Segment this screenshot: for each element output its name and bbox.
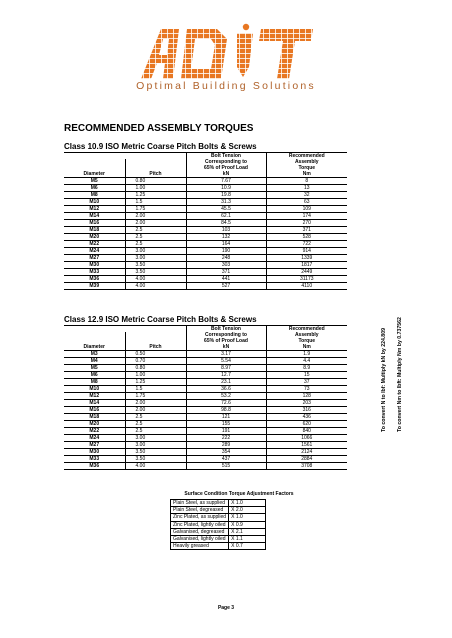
torque-cell: 1817	[266, 262, 347, 269]
table-row	[64, 213, 347, 220]
diameter-cell: M27	[64, 255, 125, 262]
table-heading-class-12-9: Class 12.9 ISO Metric Coarse Pitch Bolts & Screws	[64, 315, 257, 324]
table-row	[64, 435, 347, 442]
diameter-cell: M10	[64, 386, 125, 393]
pitch-cell: 3.00	[125, 248, 186, 255]
column-header-diameter: Diameter	[64, 171, 125, 178]
diameter-cell: M20	[64, 234, 125, 241]
tension-cell: 45.5	[186, 206, 266, 213]
conversion-note-nm: To convert Nm to lbft: Multiply Nm by 0.737562	[397, 317, 403, 432]
torque-cell: 1339	[266, 255, 347, 262]
diameter-cell: M3	[64, 351, 125, 358]
table-row	[64, 234, 347, 241]
diameter-cell: M5	[64, 178, 125, 185]
table-row	[64, 276, 347, 283]
surface-factor-row	[171, 536, 266, 543]
tension-cell: 31.3	[186, 199, 266, 206]
column-header-pitch: Pitch	[125, 344, 186, 351]
pitch-cell: 2.5	[125, 241, 186, 248]
diameter-cell: M27	[64, 442, 125, 449]
table-row	[64, 199, 347, 206]
table-row	[64, 178, 347, 185]
column-header-torque: Recommended	[266, 326, 347, 333]
diameter-cell: M8	[64, 192, 125, 199]
torque-cell: 203	[266, 400, 347, 407]
torque-cell: 316	[266, 407, 347, 414]
diameter-cell: M4	[64, 358, 125, 365]
surface-condition: Zinc Plated, as supplied	[171, 514, 229, 521]
torque-cell: 128	[266, 393, 347, 400]
tension-cell: 222	[186, 435, 266, 442]
table-row	[64, 220, 347, 227]
diameter-cell: M12	[64, 206, 125, 213]
tension-cell: 103	[186, 227, 266, 234]
column-header-nm: Nm	[266, 344, 347, 351]
surface-factor-row	[171, 514, 266, 521]
table-row	[64, 358, 347, 365]
tension-cell: 8.97	[186, 365, 266, 372]
column-header-kn: kN	[186, 171, 266, 178]
tension-cell: 98.8	[186, 407, 266, 414]
table-row	[64, 428, 347, 435]
surface-factor-row	[171, 521, 266, 528]
diameter-cell: M20	[64, 421, 125, 428]
tension-cell: 5.54	[186, 358, 266, 365]
diameter-cell: M24	[64, 248, 125, 255]
tension-cell: 371	[186, 269, 266, 276]
tension-cell: 441	[186, 276, 266, 283]
page-number: Page 3	[217, 605, 235, 611]
table-row	[64, 262, 347, 269]
surface-factors-title: Surface Condition Torque Adjustment Factors	[184, 491, 294, 497]
pitch-cell: 0.80	[125, 365, 186, 372]
table-row	[64, 192, 347, 199]
surface-condition: Heavily greased	[171, 543, 229, 550]
tension-cell: 62.1	[186, 213, 266, 220]
tension-cell: 3.17	[186, 351, 266, 358]
torque-cell: 13	[266, 185, 347, 192]
column-header-pitch: Pitch	[125, 171, 186, 178]
torque-cell: 840	[266, 428, 347, 435]
adjustment-factor: X 0.9	[229, 521, 266, 528]
diameter-cell: M10	[64, 199, 125, 206]
torque-cell: 109	[266, 206, 347, 213]
surface-factor-row	[171, 507, 266, 514]
torque-cell: 4110	[266, 283, 347, 290]
table-row	[64, 456, 347, 463]
pitch-cell: 3.50	[125, 456, 186, 463]
table-row	[64, 351, 347, 358]
pitch-cell: 3.50	[125, 449, 186, 456]
surface-condition: Galvanised, lightly oiled	[171, 536, 229, 543]
table-row	[64, 407, 347, 414]
torque-cell: 1066	[266, 435, 347, 442]
tension-cell: 132	[186, 234, 266, 241]
torque-cell: 270	[266, 220, 347, 227]
tension-cell: 190	[186, 248, 266, 255]
pitch-cell: 0.80	[125, 178, 186, 185]
torque-cell: 1561	[266, 442, 347, 449]
tension-cell: 53.2	[186, 393, 266, 400]
torque-table-class-12-9: Bolt Tension Recommended Corresponding to Assembly 65% of Proof Load Torque Diameter Pitch kN Nm M3 0.50 3.17 1.9 M4 0.70 5.54 4.4 M5 0.80 8.97 8.9 M6 1.00 12.7 15 M8 1.25 23.1 37 M10 1.5 36.6 73 M12 1.75 53.2 128 M14 2.00 72.6 203 M16 2.00 98.8 316 M18 2.5 121 436 M20 2.5 155 620 M22 2.5 191 840 M24 3.00 222 1066 M27 3.00 289 1561 M30 3.50 354 2124 M33 3.50 437 2884 M36 4.00 515 3708	[64, 325, 347, 470]
torque-cell: 528	[266, 234, 347, 241]
column-header-nm: Nm	[266, 171, 347, 178]
surface-factor-row	[171, 500, 266, 507]
pitch-cell: 2.00	[125, 400, 186, 407]
tension-cell: 527	[186, 283, 266, 290]
diameter-cell: M16	[64, 220, 125, 227]
table-row	[64, 463, 347, 470]
table-row	[64, 185, 347, 192]
pitch-cell: 2.5	[125, 414, 186, 421]
torque-cell: 8.9	[266, 365, 347, 372]
pitch-cell: 0.50	[125, 351, 186, 358]
adjustment-factor: X 2.0	[229, 507, 266, 514]
torque-cell: 2449	[266, 269, 347, 276]
diameter-cell: M33	[64, 269, 125, 276]
diameter-cell: M8	[64, 379, 125, 386]
tension-cell: 84.5	[186, 220, 266, 227]
tension-cell: 7.67	[186, 178, 266, 185]
tagline: Optimal Building Solutions	[136, 80, 316, 92]
tension-cell: 12.7	[186, 372, 266, 379]
page-title: RECOMMENDED ASSEMBLY TORQUES	[64, 123, 254, 134]
diameter-cell: M30	[64, 449, 125, 456]
tension-cell: 248	[186, 255, 266, 262]
torque-cell: 3708	[266, 463, 347, 470]
diameter-cell: M14	[64, 400, 125, 407]
pitch-cell: 2.00	[125, 407, 186, 414]
table-row	[64, 386, 347, 393]
table-row	[64, 206, 347, 213]
pitch-cell: 1.5	[125, 199, 186, 206]
pitch-cell: 3.50	[125, 262, 186, 269]
adjustment-factor: X 2.1	[229, 528, 266, 535]
pitch-cell: 1.75	[125, 206, 186, 213]
pitch-cell: 0.70	[125, 358, 186, 365]
table-row	[64, 393, 347, 400]
torque-cell: 1.9	[266, 351, 347, 358]
table-heading-class-10-9: Class 10.9 ISO Metric Coarse Pitch Bolts & Screws	[64, 142, 257, 151]
torque-cell: 4.4	[266, 358, 347, 365]
torque-cell: 174	[266, 213, 347, 220]
torque-cell: 63	[266, 199, 347, 206]
table-row	[64, 248, 347, 255]
adjustment-factor: X 1.0	[229, 500, 266, 507]
torque-cell: 436	[266, 414, 347, 421]
torque-cell: 31173	[266, 276, 347, 283]
tension-cell: 10.9	[186, 185, 266, 192]
table-row	[64, 269, 347, 276]
diameter-cell: M18	[64, 227, 125, 234]
diameter-cell: M22	[64, 428, 125, 435]
conversion-note-kn: To convert N to lbf: Multiply kN by 224.809	[381, 328, 387, 432]
diameter-cell: M6	[64, 372, 125, 379]
pitch-cell: 3.00	[125, 442, 186, 449]
column-header-diameter: Diameter	[64, 344, 125, 351]
column-header-torque: Recommended	[266, 153, 347, 160]
pitch-cell: 2.5	[125, 234, 186, 241]
diameter-cell: M14	[64, 213, 125, 220]
torque-cell: 2884	[266, 456, 347, 463]
surface-factor-row	[171, 543, 266, 550]
diameter-cell: M30	[64, 262, 125, 269]
pitch-cell: 2.00	[125, 220, 186, 227]
tension-cell: 354	[186, 449, 266, 456]
pitch-cell: 1.00	[125, 372, 186, 379]
pitch-cell: 1.25	[125, 192, 186, 199]
pitch-cell: 2.5	[125, 421, 186, 428]
table-row	[64, 414, 347, 421]
surface-factors-table	[170, 499, 266, 550]
surface-condition: Galvanised, degreased	[171, 528, 229, 535]
tension-cell: 121	[186, 414, 266, 421]
tension-cell: 289	[186, 442, 266, 449]
diameter-cell: M16	[64, 407, 125, 414]
tension-cell: 191	[186, 428, 266, 435]
pitch-cell: 2.00	[125, 213, 186, 220]
diameter-cell: M24	[64, 435, 125, 442]
torque-cell: 371	[266, 227, 347, 234]
table-row	[64, 449, 347, 456]
table-row	[64, 365, 347, 372]
torque-cell: 73	[266, 386, 347, 393]
tension-cell: 36.6	[186, 386, 266, 393]
diameter-cell: M39	[64, 283, 125, 290]
surface-factor-row	[171, 528, 266, 535]
table-row	[64, 421, 347, 428]
pitch-cell: 2.5	[125, 428, 186, 435]
surface-condition: Plain Steel, degreased	[171, 507, 229, 514]
tension-cell: 303	[186, 262, 266, 269]
diameter-cell: M36	[64, 276, 125, 283]
table-row	[64, 379, 347, 386]
diameter-cell: M22	[64, 241, 125, 248]
torque-cell: 620	[266, 421, 347, 428]
pitch-cell: 3.50	[125, 269, 186, 276]
torque-cell: 8	[266, 178, 347, 185]
torque-cell: 2124	[266, 449, 347, 456]
diameter-cell: M36	[64, 463, 125, 470]
pitch-cell: 4.00	[125, 276, 186, 283]
torque-cell: 37	[266, 379, 347, 386]
torque-cell: 32	[266, 192, 347, 199]
table-row	[64, 372, 347, 379]
torque-cell: 15	[266, 372, 347, 379]
tension-cell: 23.1	[186, 379, 266, 386]
torque-cell: 722	[266, 241, 347, 248]
diameter-cell: M5	[64, 365, 125, 372]
diameter-cell: M6	[64, 185, 125, 192]
adjustment-factor: X 1.0	[229, 514, 266, 521]
column-header-kn: kN	[186, 344, 266, 351]
table-row	[64, 227, 347, 234]
tension-cell: 155	[186, 421, 266, 428]
torque-table-class-10-9: Bolt Tension Recommended Corresponding to Assembly 65% of Proof Load Torque Diameter Pitch kN Nm M5 0.80 7.67 8 M6 1.00 10.9 13 M8 1.25 19.8 32 M10 1.5 31.3 63 M12 1.75 45.5 109 M14 2.00 62.1 174 M16 2.00 84.5 270 M18 2.5 103 371 M20 2.5 132 528 M22 2.5 164 722 M24 3.00 190 914 M27 3.00 248 1339 M30 3.50 303 1817 M33 3.50 371 2449 M36 4.00 441 31173 M39 4.00 527 4110	[64, 152, 347, 290]
adjustment-factor: X 0.7	[229, 543, 266, 550]
table-row	[64, 442, 347, 449]
tension-cell: 515	[186, 463, 266, 470]
adit-logo	[137, 23, 317, 83]
pitch-cell: 4.00	[125, 463, 186, 470]
tension-cell: 72.6	[186, 400, 266, 407]
pitch-cell: 3.00	[125, 435, 186, 442]
pitch-cell: 2.5	[125, 227, 186, 234]
diameter-cell: M12	[64, 393, 125, 400]
torque-cell: 914	[266, 248, 347, 255]
pitch-cell: 1.00	[125, 185, 186, 192]
pitch-cell: 3.00	[125, 255, 186, 262]
adjustment-factor: X 1.1	[229, 536, 266, 543]
pitch-cell: 4.00	[125, 283, 186, 290]
pitch-cell: 1.25	[125, 379, 186, 386]
pitch-cell: 1.75	[125, 393, 186, 400]
diameter-cell: M33	[64, 456, 125, 463]
table-row	[64, 283, 347, 290]
tension-cell: 437	[186, 456, 266, 463]
diameter-cell: M18	[64, 414, 125, 421]
pitch-cell: 1.5	[125, 386, 186, 393]
tension-cell: 19.8	[186, 192, 266, 199]
tension-cell: 164	[186, 241, 266, 248]
surface-condition: Plain Steel, as supplied	[171, 500, 229, 507]
table-row	[64, 241, 347, 248]
table-row	[64, 255, 347, 262]
column-header-tension: Bolt Tension	[186, 326, 266, 333]
table-row	[64, 400, 347, 407]
column-header-tension: Bolt Tension	[186, 153, 266, 160]
surface-condition: Zinc Plated, lightly oiled	[171, 521, 229, 528]
